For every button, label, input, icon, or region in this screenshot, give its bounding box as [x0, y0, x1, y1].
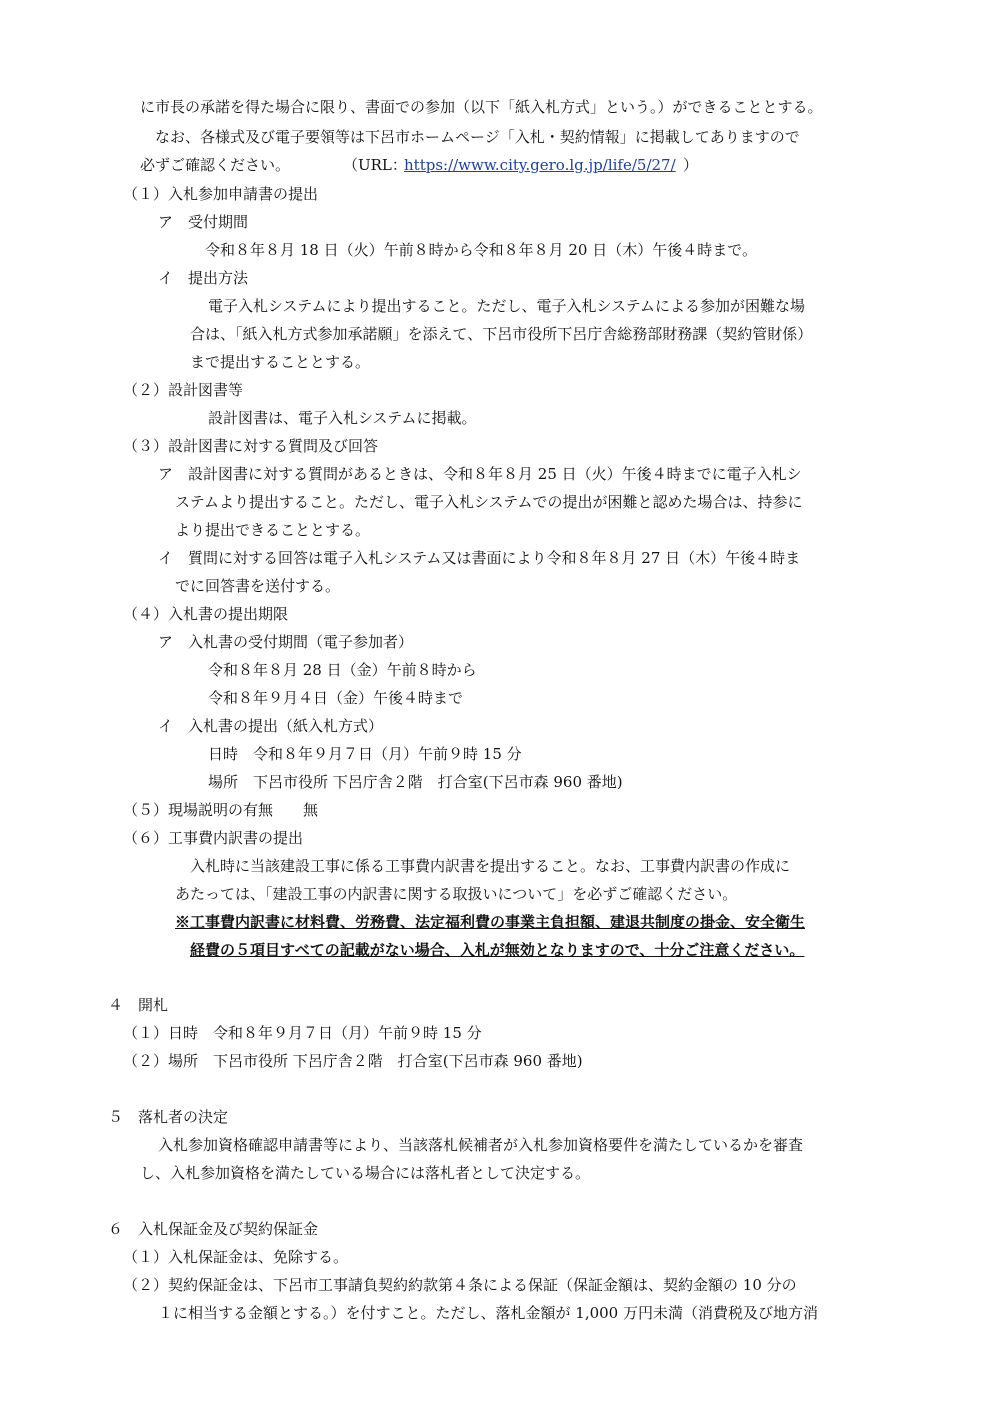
text-line: より提出できることとする。	[175, 521, 371, 539]
url-link[interactable]: https://www.city.gero.lg.jp/life/5/27/	[404, 156, 676, 174]
text-line: 必ずご確認ください。	[140, 156, 291, 174]
section-heading: （３）設計図書に対する質問及び回答	[123, 437, 379, 455]
text-line: 令和８年９月４日（金）午後４時まで	[208, 689, 464, 707]
text-line: イ 入札書の提出（紙入札方式）	[158, 717, 384, 735]
text-line: ア 受付期間	[158, 213, 249, 231]
text-line: し、入札参加資格を満たしている場合には落札者として決定する。	[140, 1164, 591, 1182]
section-heading: ４ 開札	[108, 996, 169, 1014]
text-line: 令和８年８月 18 日（火）午前８時から令和８年８月 20 日（木）午後４時まで。	[205, 241, 757, 259]
text-line: （１）日時 令和８年９月７日（月）午前９時 15 分	[123, 1024, 482, 1042]
text-line: 設計図書は、電子入札システムに掲載。	[208, 409, 477, 427]
text-line: 入札参加資格確認申請書等により、当該落札候補者が入札参加資格要件を満たしているかを審査	[158, 1136, 804, 1154]
section-heading: （４）入札書の提出期限	[123, 605, 289, 623]
text-line: 日時 令和８年９月７日（月）午前９時 15 分	[208, 745, 522, 763]
text-line: （１）入札保証金は、免除する。	[123, 1248, 349, 1266]
text-line: でに回答書を送付する。	[175, 577, 341, 595]
text-line: （２）契約保証金は、下呂市工事請負契約約款第４条による保証（保証金額は、契約金額の 10 分の	[123, 1276, 797, 1294]
section-heading: （５）現場説明の有無 無	[123, 801, 319, 819]
text-line: 入札時に当該建設工事に係る工事費内訳書を提出すること。なお、工事費内訳書の作成に	[190, 857, 791, 875]
text-line: 令和８年８月 28 日（金）午前８時から	[208, 661, 477, 679]
text-line: 電子入札システムにより提出すること。ただし、電子入札システムによる参加が困難な場	[208, 297, 806, 315]
text-line: ）	[683, 156, 699, 174]
section-heading: （２）設計図書等	[123, 381, 244, 399]
text-line: まで提出することとする。	[190, 353, 371, 371]
text-line: なお、各様式及び電子要領等は下呂市ホームページ「入札・契約情報」に掲載してありますので	[155, 128, 800, 146]
text-line: （URL：	[343, 156, 407, 174]
text-line: イ 提出方法	[158, 269, 249, 287]
text-line: ア 入札書の受付期間（電子参加者）	[158, 633, 414, 651]
section-heading: ５ 落札者の決定	[108, 1108, 229, 1126]
text-line: ア 設計図書に対する質問があるときは、令和８年８月 25 日（火）午後４時までに電子入札シ	[158, 465, 802, 483]
text-line: イ 質問に対する回答は電子入札システム又は書面により令和８年８月 27 日（木）午後４時ま	[158, 549, 801, 567]
text-line: １に相当する金額とする。）を付すこと。ただし、落札金額が 1,000 万円未満（消費税及び地方消	[158, 1304, 818, 1322]
text-line: 合は、「紙入札方式参加承諾願」を添えて、下呂市役所下呂庁舎総務部財務課（契約管財係）	[190, 325, 813, 343]
text-line: に市長の承諾を得た場合に限り、書面での参加（以下「紙入札方式」という。）ができることとする。	[140, 98, 823, 116]
warning-text: 経費の５項目すべての記載がない場合、入札が無効となりますので、十分ご注意ください。	[190, 941, 805, 959]
section-heading: （１）入札参加申請書の提出	[123, 185, 319, 203]
warning-text: ※工事費内訳書に材料費、労務費、法定福利費の事業主負担額、建退共制度の掛金、安全衛生	[175, 913, 806, 931]
section-heading: ６ 入札保証金及び契約保証金	[108, 1220, 319, 1238]
text-line: あたっては、「建設工事の内訳書に関する取扱いについて」を必ずご確認ください。	[175, 885, 738, 903]
text-line: （２）場所 下呂市役所 下呂庁舎２階 打合室(下呂市森 960 番地)	[123, 1052, 583, 1070]
section-heading: （６）工事費内訳書の提出	[123, 829, 304, 847]
text-line: ステムより提出すること。ただし、電子入札システムでの提出が困難と認めた場合は、持参に	[175, 493, 803, 511]
text-line: 場所 下呂市役所 下呂庁舎２階 打合室(下呂市森 960 番地)	[208, 773, 623, 791]
